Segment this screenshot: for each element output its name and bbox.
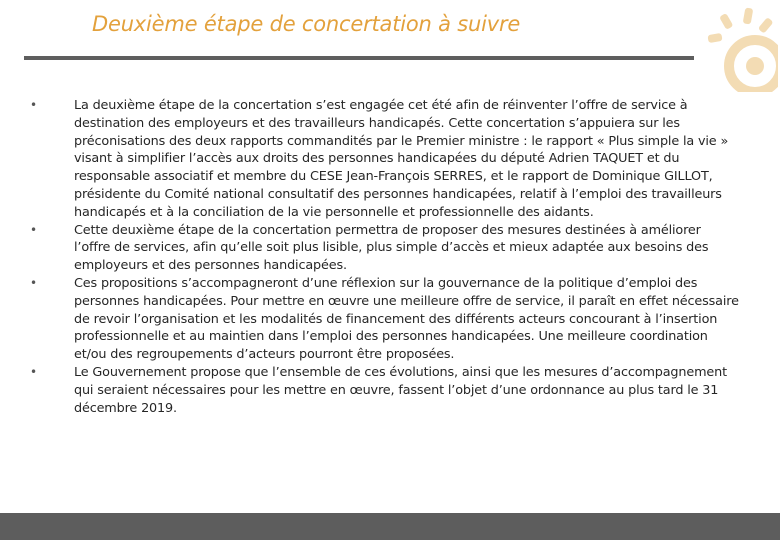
bullet-item (30, 97, 740, 222)
bullet-text: La deuxième étape de la concertation s’est engagée cet été afin de réinventer l’offre de service à destination des employeurs et des travailleurs handicapés. Cette concertation s’appuiera sur les préconisations des deux rapports commandités par le Premier ministre : le rapport « Plus simple la vie » visant à simplifier l’accès aux droits des personnes handicapées du député Adrien TAQUET et du responsable associatif et membre du CESE Jean-François SERRES, et le rapport de Dominique GILLOT, présidente du Comité national consultatif des personnes handicapées, relatif à l’emploi des travailleurs handicapés et à la conciliation de la vie personnelle et professionnelle des aidants. (74, 98, 729, 220)
bullet-text: Ces propositions s’accompagneront d’une réflexion sur la gouvernance de la politique d’emploi des personnes handicapées. Pour mettre en œuvre une meilleure offre de service, il paraît en effet nécessaire de revoir l’organisation et les modalités de financement des différents acteurs concourant à l’insertion professionnelle et au maintien dans l’emploi des personnes handicapées. Une meilleure coordination et/ou des regroupements d’acteurs pourront être proposées. (74, 275, 739, 363)
bullet-marker: • (30, 222, 37, 237)
bullet-text: Cette deuxième étape de la concertation permettra de proposer des mesures destinées à améliorer l’offre de services, afin qu’elle soit plus lisible, plus simple d’accès et mieux adaptée aux besoins des employeurs et des personnes handicapées. (74, 222, 709, 274)
bullet-list (30, 97, 740, 417)
eye-sun-logo-icon (700, 4, 778, 92)
bullet-item (30, 364, 740, 417)
bullet-marker: • (30, 364, 37, 379)
bullet-marker: • (30, 275, 37, 290)
bullet-item (30, 275, 740, 364)
bullet-text: Le Gouvernement propose que l’ensemble de ces évolutions, ainsi que les mesures d’accompagnement qui seraient nécessaires pour les mettre en œuvre, fassent l’objet d’une ordonnance au plus tard le 31 décembre 2019. (74, 364, 727, 416)
bullet-item (30, 222, 740, 275)
slide-title: Deuxième étape de concertation à suivre (92, 12, 521, 36)
footer-bar (0, 513, 780, 540)
title-divider (24, 56, 694, 60)
bullet-marker: • (30, 98, 37, 112)
